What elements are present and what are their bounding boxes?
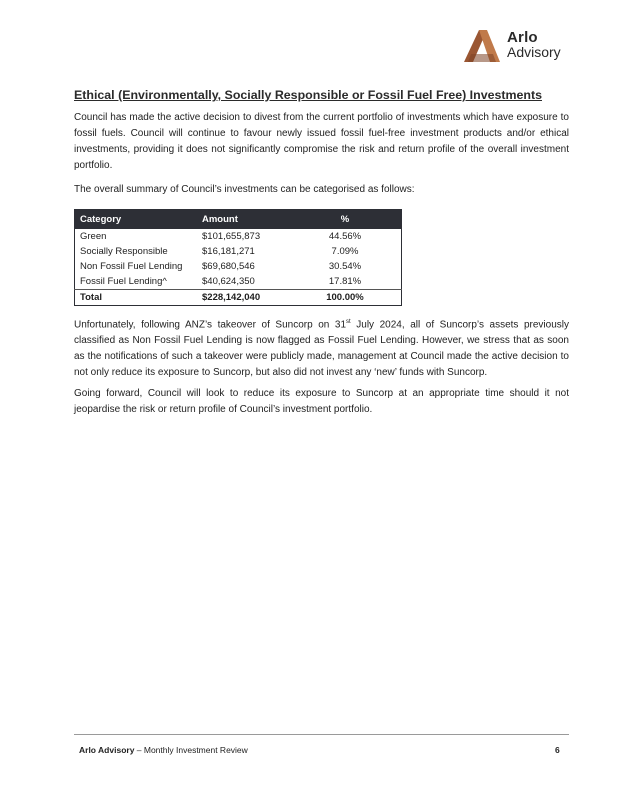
table-header-row [75, 210, 402, 230]
footer-report-name: – Monthly Investment Review [134, 745, 248, 755]
header-percent: % [289, 210, 402, 230]
footer-divider [74, 734, 569, 735]
cell-amount: $40,624,350 [202, 276, 255, 287]
table-total-row [75, 290, 402, 306]
header-category: Category [75, 210, 198, 230]
table-row [75, 229, 402, 244]
table-row [75, 259, 402, 274]
footer-title [79, 745, 248, 755]
brand-name-line1: Arlo [507, 29, 538, 46]
cell-percent: 7.09% [331, 246, 359, 257]
cell-amount: $69,680,546 [202, 261, 255, 272]
cell-category: Socially Responsible [80, 246, 168, 257]
paragraph-divestment: Council has made the active decision to divest from the current portfolio of investments which have exposure to fossil fuels. Council will continue to favour newly issued fossil fuel-free investment products and/or ethical investments, providing it does not significantly compromise the risk and return profile of the overall investment portfolio. [74, 112, 569, 171]
investment-summary-table [74, 209, 402, 306]
cell-category: Green [80, 231, 107, 242]
cell-category: Fossil Fuel Lending^ [80, 276, 167, 287]
takeover-text-start: Unfortunately, following ANZ’s takeover of Suncorp on 31 [74, 319, 347, 331]
cell-percent: 44.56% [328, 231, 362, 242]
total-amount: $228,142,040 [197, 290, 289, 306]
takeover-text-end: July 2024, all of Suncorp’s assets previously classified as Non Fossil Fuel Lending is now flagged as Fossil Fuel Lending. However, we stress that as soon as the notifications of such a takeover were publicly made, management at Council made the active decision to not only reduce its exposure to Suncorp, but also did not invest any ‘new’ funds with Suncorp. [74, 319, 569, 379]
cell-percent: 30.54% [328, 261, 362, 272]
cell-category: Non Fossil Fuel Lending [80, 261, 183, 272]
total-label: Total [75, 290, 198, 306]
arlo-logo-icon [462, 28, 502, 64]
header-amount: Amount [197, 210, 289, 230]
paragraph-suncorp-takeover [74, 314, 569, 381]
table-row [75, 244, 402, 259]
cell-amount: $16,181,271 [202, 246, 255, 257]
total-percent: 100.00% [289, 290, 402, 306]
brand-name-line2: Advisory [507, 44, 561, 60]
paragraph-going-forward: Going forward, Council will look to reduce its exposure to Suncorp at an appropriate time should it not jeopardise the risk or return profile of Council’s investment portfolio. [74, 388, 569, 415]
ordinal-suffix: st [346, 319, 351, 325]
cell-amount: $101,655,873 [202, 231, 261, 242]
footer-company: Arlo Advisory [79, 745, 135, 755]
page-number: 6 [555, 745, 560, 755]
cell-percent: 17.81% [328, 276, 362, 287]
table-row [75, 274, 402, 290]
paragraph-summary-intro: The overall summary of Council’s investments can be categorised as follows: [74, 184, 415, 195]
brand-logo [462, 28, 572, 64]
section-heading: Ethical (Environmentally, Socially Responsible or Fossil Fuel Free) Investments [74, 88, 542, 102]
